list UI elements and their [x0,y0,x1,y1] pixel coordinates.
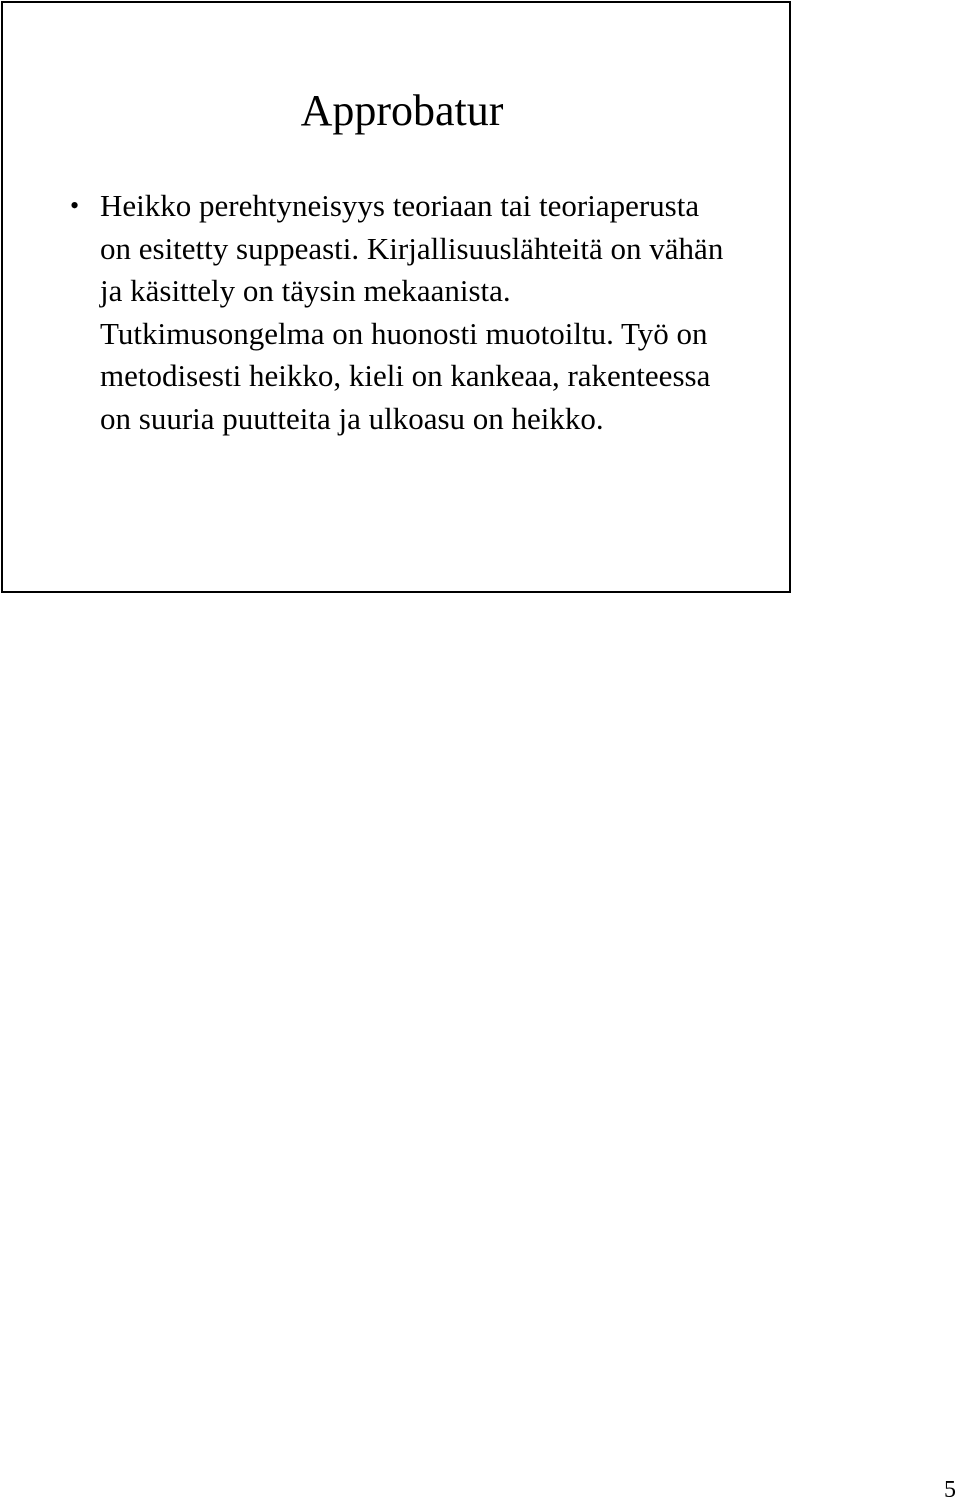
bullet-text: Heikko perehtyneisyys teoriaan tai teoriaperusta on esitetty suppeasti. Kirjallisuuslähteitä on vähän ja käsittely on täysin mekaanista. Tutkimusongelma on huonosti muotoiltu. Työ on metodisesti heikko, kieli on kankeaa, rakenteessa on suuria puutteita ja ulkoasu on heikko. [100,188,724,436]
slide-frame [1,1,791,593]
bullet-marker: • [70,191,80,220]
bullet-item [70,185,730,440]
slide-title: Approbatur [300,86,504,135]
bullet-list [70,185,730,440]
page-number: 5 [944,1477,956,1503]
